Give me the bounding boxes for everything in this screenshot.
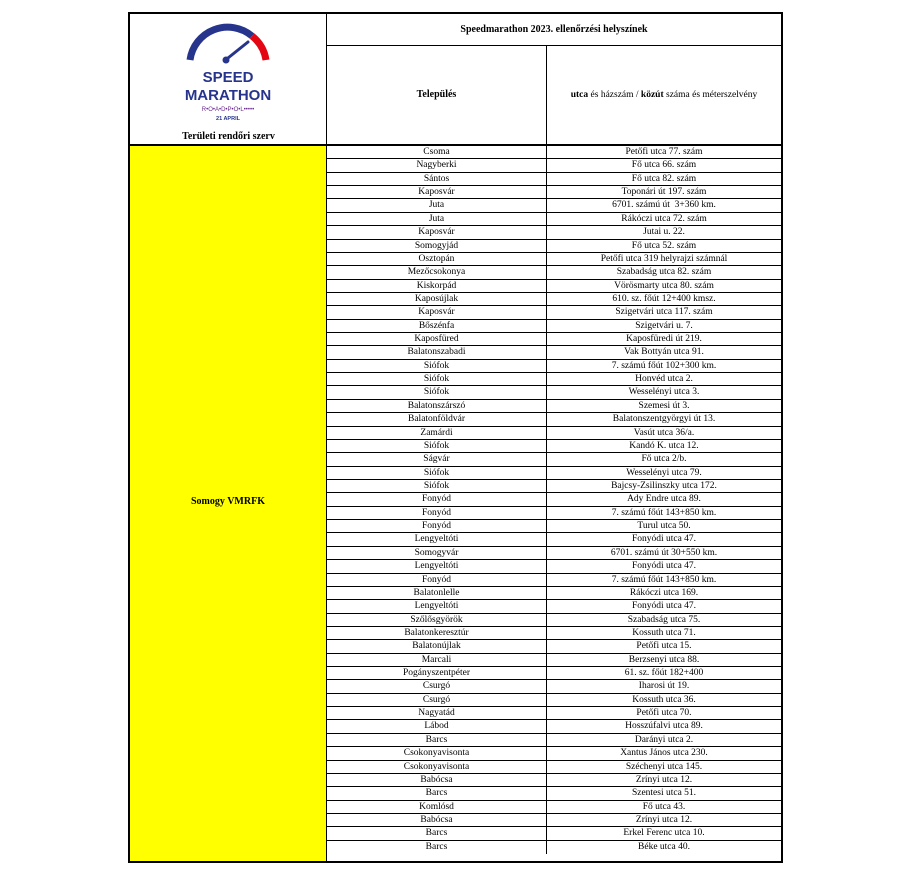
address-cell: Jutai u. 22.	[643, 227, 685, 238]
address-cell: Béke utca 40.	[638, 841, 690, 852]
town-cell: Siófok	[327, 360, 547, 372]
address-cell: Fonyódi utca 47.	[631, 534, 697, 545]
address-cell: Erkel Ferenc utca 10.	[623, 828, 705, 839]
address-cell: Szemesi út 3.	[638, 400, 690, 411]
table-row	[327, 400, 781, 413]
address-cell: Toponári út 197. szám	[621, 187, 707, 198]
town-cell: Csokonyavisonta	[327, 761, 547, 773]
table-row	[327, 587, 781, 600]
table-row	[327, 199, 781, 212]
town-cell: Siófok	[327, 480, 547, 492]
table-row	[327, 667, 781, 680]
table-row	[327, 761, 781, 774]
town-cell: Juta	[327, 199, 547, 211]
address-cell: Petőfi utca 319 helyrajzi számnál	[600, 253, 728, 264]
table-row	[327, 680, 781, 693]
town-cell: Balatonszabadi	[327, 346, 547, 358]
address-header-part1: utca	[570, 90, 589, 100]
address-cell: 7. számú főút 102+300 km.	[611, 360, 717, 371]
address-cell: Fonyódi utca 47.	[631, 561, 697, 572]
address-cell: Wesselényi utca 3.	[628, 387, 700, 398]
town-cell: Siófok	[327, 373, 547, 385]
table-row	[327, 386, 781, 399]
town-cell: Zamárdi	[327, 427, 547, 439]
logo-line3: R•O•A•D•P•O•L•••••	[201, 107, 255, 113]
town-cell: Csurgó	[327, 694, 547, 706]
town-cell: Nagyberki	[327, 159, 547, 171]
table-row	[327, 240, 781, 253]
town-cell: Kiskorpád	[327, 280, 547, 292]
table-row	[327, 320, 781, 333]
table-row	[327, 213, 781, 226]
town-column-header: Település	[327, 46, 547, 144]
town-cell: Siófok	[327, 440, 547, 452]
town-cell: Mezőcsokonya	[327, 266, 547, 278]
address-cell: Szentesi utca 51.	[631, 788, 697, 799]
table-title: Speedmarathon 2023. ellenőrzési helyszínek	[327, 14, 781, 46]
table-row	[327, 574, 781, 587]
address-cell: Fő utca 43.	[642, 801, 686, 812]
address-cell: Széchenyi utca 145.	[625, 761, 703, 772]
police-column-header: Területi rendőri szerv	[182, 131, 275, 142]
address-column-header	[547, 46, 781, 144]
address-header-part2: és házszám /	[588, 90, 641, 100]
town-cell: Balatonlelle	[327, 587, 547, 599]
town-cell: Csokonyavisonta	[327, 747, 547, 759]
address-cell: Wesselényi utca 79.	[626, 467, 702, 478]
table-row	[327, 801, 781, 814]
table-row	[327, 787, 781, 800]
address-cell: Petőfi utca 77. szám	[625, 147, 703, 157]
logo-line4: 21 APRIL	[216, 116, 240, 122]
town-cell: Sántos	[327, 173, 547, 185]
town-cell: Fonyód	[327, 574, 547, 586]
address-cell: Rákóczi utca 72. szám	[621, 213, 707, 224]
town-cell: Bőszénfa	[327, 320, 547, 332]
address-cell: Kossuth utca 71.	[632, 627, 696, 638]
town-cell: Barcs	[327, 841, 547, 854]
town-cell: Siófok	[327, 467, 547, 479]
table-row	[327, 186, 781, 199]
town-cell: Fonyód	[327, 520, 547, 532]
address-cell: Petőfi utca 15.	[636, 641, 692, 652]
address-cell: Berzsenyi utca 88.	[628, 654, 700, 665]
town-cell: Babócsa	[327, 774, 547, 786]
address-cell: Darányi utca 2.	[634, 734, 694, 745]
address-cell: Vörösmarty utca 80. szám	[614, 280, 714, 291]
locations-table	[128, 12, 783, 863]
logo-line2: MARATHON	[184, 87, 272, 104]
town-cell: Juta	[327, 213, 547, 225]
address-cell: 61. sz. főút 182+400	[624, 668, 704, 679]
town-cell: Kaposvár	[327, 226, 547, 238]
address-cell: Hosszúfalvi utca 89.	[625, 721, 703, 732]
town-cell: Fonyód	[327, 507, 547, 519]
table-row	[327, 547, 781, 560]
table-row	[327, 694, 781, 707]
table-row	[327, 173, 781, 186]
town-cell: Szőlősgyörök	[327, 614, 547, 626]
table-row	[327, 440, 781, 453]
table-row	[327, 640, 781, 653]
table-row	[327, 360, 781, 373]
address-cell: Fonyódi utca 47.	[631, 601, 697, 612]
table-row	[327, 814, 781, 827]
town-cell: Babócsa	[327, 814, 547, 826]
town-cell: Lengyeltóti	[327, 600, 547, 612]
town-cell: Nagyatád	[327, 707, 547, 719]
address-cell: Iharosi út 19.	[638, 681, 690, 692]
table-row	[327, 627, 781, 640]
address-header-part4: száma és méterszelvény	[663, 90, 758, 100]
address-header-part3: közút	[640, 90, 664, 100]
address-cell: Ady Endre utca 89.	[627, 494, 701, 505]
table-row	[327, 226, 781, 239]
address-cell: Rákóczi utca 169.	[629, 587, 699, 598]
address-cell: 6701. számú út 3+360 km.	[612, 200, 716, 211]
town-cell: Lengyeltóti	[327, 533, 547, 545]
address-cell: 6701. számú út 30+550 km.	[610, 547, 718, 558]
table-row	[327, 654, 781, 667]
town-cell: Balatonszárszó	[327, 400, 547, 412]
table-body	[327, 146, 781, 861]
address-cell: Petőfi utca 70.	[636, 708, 692, 719]
address-cell: Xantus János utca 230.	[620, 748, 708, 759]
address-cell: Honvéd utca 2.	[635, 374, 693, 385]
town-cell: Ságvár	[327, 453, 547, 465]
address-cell: Vak Bottyán utca 91.	[624, 347, 704, 358]
address-cell: 610. sz. főút 12+400 kmsz.	[612, 293, 716, 304]
table-row	[327, 293, 781, 306]
address-cell: Zrínyi utca 12.	[635, 774, 693, 785]
town-cell: Kaposvár	[327, 306, 547, 318]
town-cell: Kaposvár	[327, 186, 547, 198]
table-row	[327, 373, 781, 386]
table-row	[327, 453, 781, 466]
town-cell: Balatonújlak	[327, 640, 547, 652]
town-cell: Balatonföldvár	[327, 413, 547, 425]
address-cell: Szabadság utca 82. szám	[616, 267, 712, 278]
table-row	[327, 747, 781, 760]
table-row	[327, 827, 781, 840]
table-row	[327, 520, 781, 533]
table-row	[327, 600, 781, 613]
address-cell: Turul utca 50.	[637, 521, 691, 532]
table-row	[327, 346, 781, 359]
police-unit-cell	[130, 146, 327, 861]
police-unit-name: Somogy VMRFK	[191, 496, 265, 507]
table-row	[327, 413, 781, 426]
table-row	[327, 533, 781, 546]
table-row	[327, 467, 781, 480]
table-row	[327, 146, 781, 159]
town-cell: Kaposújlak	[327, 293, 547, 305]
address-cell: Fő utca 52. szám	[631, 240, 697, 251]
town-cell: Somogyvár	[327, 547, 547, 559]
speedmarathon-logo	[168, 22, 288, 132]
table-row	[327, 493, 781, 506]
table-row	[327, 507, 781, 520]
town-cell: Barcs	[327, 787, 547, 799]
table-row	[327, 306, 781, 319]
table-row	[327, 707, 781, 720]
town-cell: Lábod	[327, 720, 547, 732]
table-row	[327, 560, 781, 573]
table-row	[327, 734, 781, 747]
address-cell: Zrínyi utca 12.	[635, 814, 693, 825]
town-cell: Barcs	[327, 734, 547, 746]
table-row	[327, 720, 781, 733]
address-cell: Szigetvári utca 117. szám	[615, 307, 713, 318]
town-cell: Csoma	[327, 146, 547, 158]
town-cell: Balatonkeresztúr	[327, 627, 547, 639]
address-cell: Kaposfüredi út 219.	[626, 334, 702, 345]
logo-line1: SPEED	[202, 69, 254, 86]
town-cell: Osztopán	[327, 253, 547, 265]
address-cell: Bajcsy-Zsilinszky utca 172.	[611, 480, 717, 491]
table-row	[327, 266, 781, 279]
address-cell: Fő utca 66. szám	[631, 160, 697, 171]
address-cell: Szigetvári u. 7.	[635, 320, 693, 331]
town-cell: Lengyeltóti	[327, 560, 547, 572]
table-row	[327, 480, 781, 493]
town-cell: Marcali	[327, 654, 547, 666]
town-cell: Csurgó	[327, 680, 547, 692]
table-row	[327, 614, 781, 627]
table-row	[327, 159, 781, 172]
town-cell: Fonyód	[327, 493, 547, 505]
address-cell: 7. számú főút 143+850 km.	[611, 574, 717, 585]
table-row	[327, 280, 781, 293]
address-cell: Fő utca 2/b.	[641, 454, 687, 465]
town-cell: Barcs	[327, 827, 547, 839]
table-row	[327, 841, 781, 854]
address-cell: Kossuth utca 36.	[632, 694, 696, 705]
town-cell: Somogyjád	[327, 240, 547, 252]
town-cell: Siófok	[327, 386, 547, 398]
town-cell: Komlósd	[327, 801, 547, 813]
town-cell: Kaposfüred	[327, 333, 547, 345]
table-row	[327, 774, 781, 787]
table-row	[327, 333, 781, 346]
address-cell: Vasút utca 36/a.	[633, 427, 695, 438]
address-cell: Balatonszentgyörgyi út 13.	[612, 414, 716, 425]
table-row	[327, 427, 781, 440]
header-left-cell	[130, 14, 327, 144]
address-cell: Kandó K. utca 12.	[629, 440, 699, 451]
address-cell: Fő utca 82. szám	[631, 173, 697, 184]
address-cell: 7. számú főút 143+850 km.	[611, 507, 717, 518]
table-row	[327, 253, 781, 266]
town-cell: Pogányszentpéter	[327, 667, 547, 679]
address-cell: Szabadság utca 75.	[627, 614, 701, 625]
